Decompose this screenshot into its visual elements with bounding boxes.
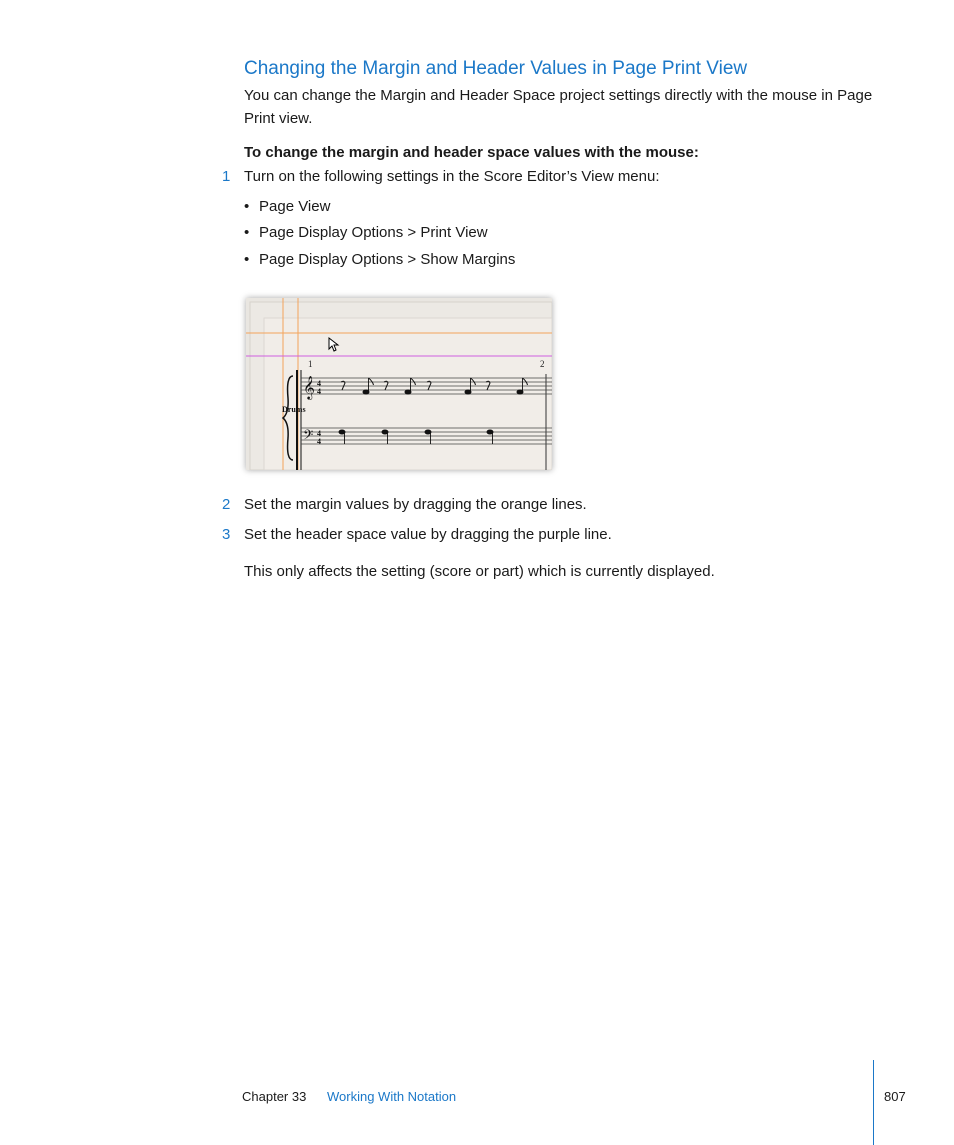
bullet-item: • Page View [244, 198, 331, 215]
step-1-text: Turn on the following settings in the Score Editor’s View menu: [244, 168, 660, 185]
score-editor-figure [246, 298, 552, 470]
footer-chapter: Chapter 33 [242, 1089, 307, 1104]
step-2-text: Set the margin values by dragging the orange lines. [244, 496, 587, 513]
footer-divider [873, 1060, 874, 1145]
note-paragraph: This only affects the setting (score or part) which is currently displayed. [244, 563, 715, 580]
bass-clef-icon: 𝄢 [303, 427, 314, 446]
procedure-title: To change the margin and header space values with the mouse: [244, 144, 699, 161]
score-illustration [246, 298, 552, 470]
bullet-item: • Page Display Options > Print View [244, 224, 488, 241]
treble-clef-icon: 𝄞 [303, 375, 315, 399]
step-2-number: 2 [222, 496, 231, 513]
time-signature-top: 4 [317, 379, 321, 388]
footer-chapter-title: Working With Notation [327, 1089, 457, 1104]
time-signature-top: 4 [317, 429, 321, 438]
bar-number: 1 [308, 359, 313, 369]
time-signature-bottom: 4 [317, 387, 321, 396]
step-3-text: Set the header space value by dragging the purple line. [244, 526, 612, 543]
page-number: 807 [884, 1089, 906, 1104]
section-heading: Changing the Margin and Header Values in Page Print View [244, 58, 748, 79]
instrument-label: Drums [282, 405, 306, 414]
step-3-number: 3 [222, 526, 231, 543]
step-1-number: 1 [222, 168, 231, 185]
bar-number: 2 [540, 359, 545, 369]
bullet-item: • Page Display Options > Show Margins [244, 251, 516, 268]
time-signature-bottom: 4 [317, 437, 321, 446]
intro-paragraph: You can change the Margin and Header Space project settings directly with the mouse in Page Print view. [244, 87, 873, 127]
